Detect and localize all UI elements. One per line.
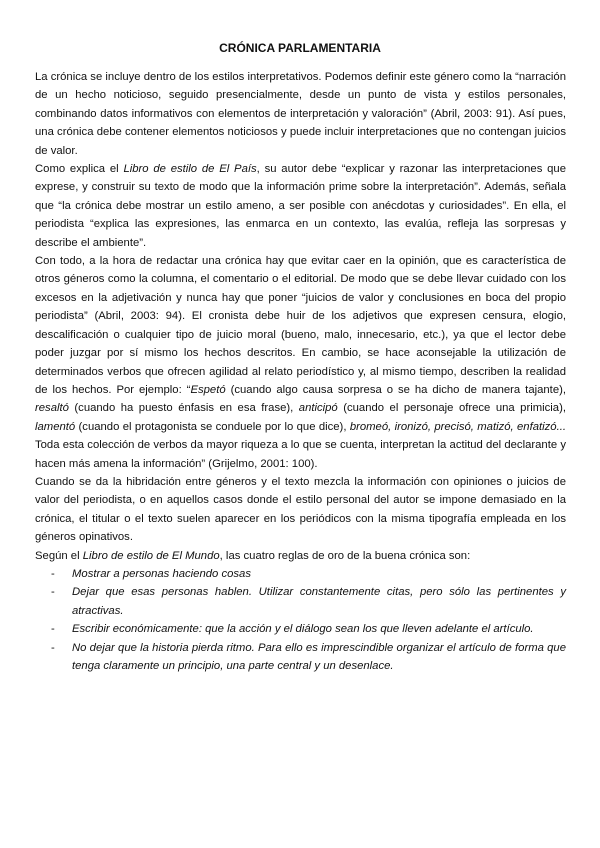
list-item [35,565,566,583]
paragraph-el-mundo [35,547,566,565]
text-run: (cuando ha puesto énfasis en esa frase), [68,402,299,415]
rule-text: Escribir económicamente: que la acción y el diálogo sean los que lleven adelante el artículo. [72,623,534,636]
document-body [35,68,566,675]
rule-text: No dejar que la historia pierda ritmo. Para ello es imprescindible organizar el artículo de forma que tenga claramente un principio, una parte central y un desenlace. [72,641,566,672]
list-item [35,639,566,676]
list-item [35,583,566,620]
text-run: (cuando el personaje ofrece una primicia), [337,402,566,415]
text-run: Toda esta colección de verbos da mayor riqueza a lo que se cuenta, interpretan la actitud del declarante y hacen más amena la información” (Grijelmo, 2001: 100). [35,439,566,470]
list-item [35,620,566,638]
bullet-dash: - [51,586,55,599]
paragraph-opinion [35,252,566,473]
verb-example: bromeó, ironizó, precisó, matizó, enfatizó... [349,420,566,433]
verb-example: resaltó [35,402,69,415]
rule-text: Dejar que esas personas hablen. Utilizar constantemente citas, pero sólo las pertinentes y atractivas. [72,586,566,617]
text-run: Según el [35,549,83,562]
verb-example: anticipó [298,402,338,415]
verb-example: lamentó [35,420,76,433]
text-run: , las cuatro reglas de oro de la buena crónica son: [219,549,471,562]
bullet-dash: - [51,641,55,654]
text-run: Como explica el [35,163,124,176]
document-title: CRÓNICA PARLAMENTARIA [219,41,381,55]
verb-example: Espetó [190,383,226,396]
golden-rules-list [35,565,566,675]
bullet-dash: - [51,567,55,580]
text-run: (cuando el protagonista se conduele por lo que dice), [75,420,350,433]
bullet-dash: - [51,623,55,636]
book-title-el-pais: Libro de estilo de El País [123,163,257,176]
paragraph-el-pais [35,160,566,252]
rule-text: Mostrar a personas haciendo cosas [72,567,251,580]
text-run: Con todo, a la hora de redactar una crónica hay que evitar caer en la opinión, que es característica de otros géneros como la columna, el comentario o el editorial. De modo que se debe llevar cuidado con los excesos en la adjetivación y nunca hay que poner “juicios de valor y conclusiones en boca del propio periodista” (Abril, 2003: 94). El cronista debe huir de los adjetivos que expresen censura, elogio, descalificación o cualquier tipo de juicio moral (bueno, malo, innecesario, etc.), ya que el lector debe poder juzgar por sí mismo los hechos descritos. En cambio, se hace aconsejable la utilización de determinados verbos que ofrecen agilidad al relato periodístico y, al mismo tiempo, describen la realidad de los hechos. Por ejemplo: “ [35,255,566,396]
text-run: (cuando algo causa sorpresa o se ha dicho de manera tajante), [225,383,567,396]
paragraph-definition: La crónica se incluye dentro de los estilos interpretativos. Podemos definir este género como la “narración de un hecho noticioso, seguido presencialmente, desde un punto de vista y estilos personales, combinando datos informativos con elementos de interpretación y valoración” (Abril, 2003: 91). Así pues, una crónica debe contener elementos noticiosos y puede incluir interpretaciones que no contengan juicios de valor. [35,71,566,157]
paragraph-hybridization: Cuando se da la hibridación entre géneros y el texto mezcla la información con opiniones o juicios de valor del periodista, o en aquellos casos donde el estilo personal del autor se impone demasiado en la crónica, el titular o el texto suelen aparecer en los periódicos con la misma tipografía empleada en los géneros opinativos. [35,475,566,544]
book-title-el-mundo: Libro de estilo de El Mundo [82,549,220,562]
text-run: , su autor debe “explicar y razonar las interpretaciones que exprese, y construir su texto de modo que la información prime sobre la interpretación”. Además, señala que “la crónica debe mostrar un estilo ameno, a ser posible con anécdotas y curiosidades”. En ella, el periodista “explica las expresiones, las enmarca en un contexto, las evalúa, refleja las sorpresas y describe el ambiente”. [35,163,566,249]
